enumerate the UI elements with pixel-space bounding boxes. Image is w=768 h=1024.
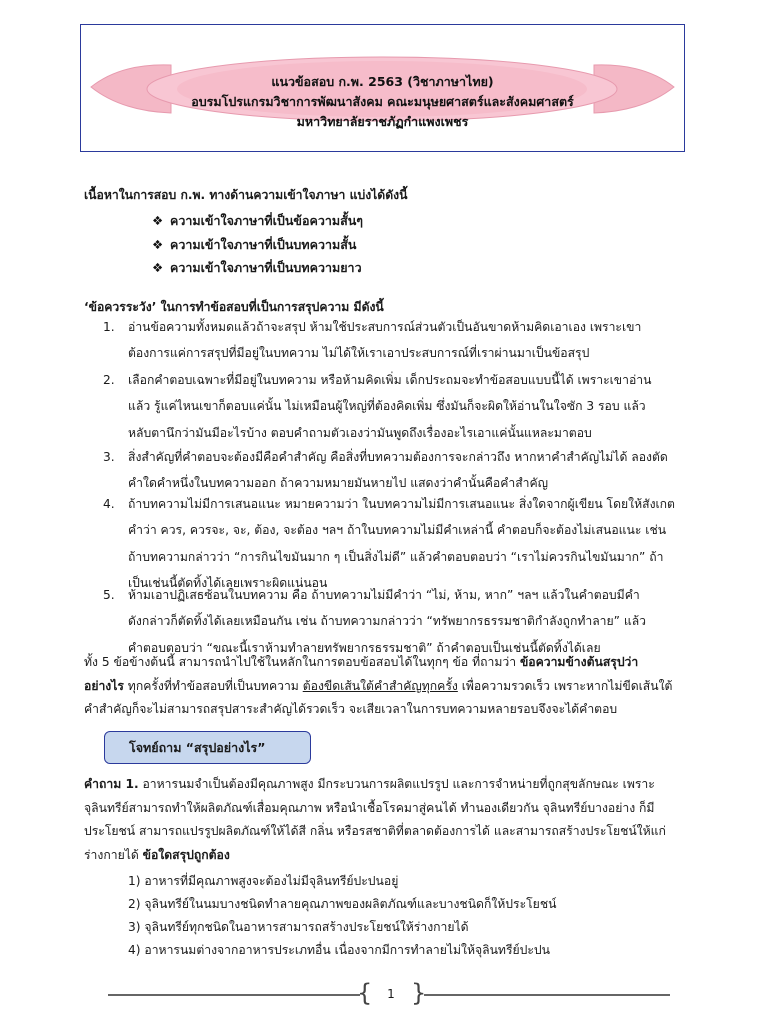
- question-1: [84, 773, 696, 867]
- header-line-1: แนวข้อสอบ ก.พ. 2563 (วิชาภาษาไทย): [271, 74, 494, 89]
- footer-divider-right: [424, 994, 670, 996]
- question-line: ประโยชน์ สามารถแปรรูปผลิตภัณฑ์ให้ได้สี กลิ่น หรือรสชาติที่ตลาดต้องการได้ และสามารถสร้างประโยชน์ให้แก่: [84, 824, 666, 838]
- summary-line: [84, 675, 696, 699]
- list-item-line: ดังกล่าวก็ตัดทิ้งได้เลยเหมือนกัน เช่น ถ้าบทความกล่าวว่า “ทรัพยากรธรรมชาติกำลังถูกทำลาย” แล้ว: [128, 614, 647, 629]
- question-line: [84, 844, 696, 868]
- answer-choice-3: 3) จุลินทรีย์ทุกชนิดในอาหารสามารถสร้างประโยชน์ให้ร่างกายได้: [128, 920, 469, 934]
- list-item-line: แล้ว รู้แค่ไหนเขาก็ตอบแค่นั้น ไม่เหมือนผู้ใหญ่ที่ต้องคิดเพิ่ม ซึ่งมันก็จะผิดให้อ่านในใจซัก 3 รอบ แล้ว: [128, 399, 646, 414]
- summary-emphasis: อย่างไร: [84, 678, 124, 693]
- list-item: [128, 314, 696, 367]
- caution-title: ‘ข้อควรระวัง’ ในการทำข้อสอบที่เป็นการสรุปความ มีดังนี้: [84, 300, 384, 314]
- summary-text: ทุกครั้งที่ทำข้อสอบที่เป็นบทความ: [123, 678, 303, 693]
- diamond-bullet-icon: ❖: [152, 237, 164, 252]
- list-item-line: คำใดคำหนึ่งในบทความออก ถ้าความหมายมันหายไป แสดงว่าคำนั้นคือคำสำคัญ: [128, 476, 549, 491]
- list-item-line: เลือกคำตอบเฉพาะที่มีอยู่ในบทความ หรือห้ามคิดเพิ่ม เด็กประถมจะทำข้อสอบแบบนี้ได้ เพราะเขาอ่าน: [128, 373, 652, 387]
- list-number: 5.: [103, 588, 115, 602]
- list-item: [128, 491, 696, 597]
- answer-choice-2: 2) จุลินทรีย์ในนมบางชนิดทำลายคุณภาพของผลิตภัณฑ์และบางชนิดก็ให้ประโยชน์: [128, 897, 557, 911]
- bullet-text: ความเข้าใจภาษาที่เป็นบทความยาว: [170, 260, 362, 275]
- list-item: [128, 444, 696, 497]
- footer-brace-left: {: [357, 979, 373, 1007]
- question-label: คำถาม 1.: [84, 777, 139, 791]
- question-text: อาหารนมจำเป็นต้องมีคุณภาพสูง มีกระบวนการผลิตแปรรูป และการจำหน่ายที่ถูกสุขลักษณะ เพราะ: [138, 777, 655, 791]
- list-number: 1.: [103, 320, 115, 334]
- list-number: 4.: [103, 497, 115, 511]
- question-line: [84, 773, 696, 797]
- diamond-bullet-icon: ❖: [152, 213, 164, 228]
- footer-brace-right: }: [411, 979, 427, 1007]
- list-number: 3.: [103, 450, 115, 464]
- list-item-line: อ่านข้อความทั้งหมดแล้วถ้าจะสรุป ห้ามใช้ประสบการณ์ส่วนตัวเป็นอันขาดห้ามคิดเอาเอง เพราะเขา: [128, 320, 642, 334]
- bullet-text: ความเข้าใจภาษาที่เป็นบทความสั้น: [170, 237, 357, 252]
- list-item-line: คำตอบตอบว่า “ขณะนี้เราห้ามทำลายทรัพยากรธรรมชาติ” ถ้าคำตอบเป็นเช่นนี้ตัดทิ้งได้เลย: [128, 640, 601, 655]
- bullet-item: [152, 211, 363, 231]
- content-intro: เนื้อหาในการสอบ ก.พ. ทางด้านความเข้าใจภาษา แบ่งได้ดังนี้: [84, 188, 408, 202]
- list-item-line: ถ้าบทความไม่มีการเสนอแนะ หมายความว่า ในบทความไม่มีการเสนอแนะ สิ่งใดจากผู้เขียน โดยให้สังเกต: [128, 497, 675, 511]
- list-item-line: คำว่า ควร, ควรจะ, จะ, ต้อง, จะต้อง ฯลฯ ถ้าในบทความไม่มีคำเหล่านี้ คำตอบก็จะต้องไม่เสนอแนะ เช่น: [128, 523, 667, 538]
- header-banner: [80, 24, 685, 152]
- question-text: ร่างกายได้: [84, 847, 143, 862]
- bullet-text: ความเข้าใจภาษาที่เป็นข้อความสั้นๆ: [170, 213, 363, 228]
- list-item-line: หลับตานึกว่ามันมีอะไรบ้าง ตอบคำถามตัวเองว่ามันพูดถึงเรื่องอะไรเอาแค่นั้นแหละมาตอบ: [128, 425, 592, 440]
- list-item-line: เป็นเช่นนี้ตัดทิ้งได้เลยเพราะผิดแน่นอน: [128, 576, 328, 591]
- bullet-item: [152, 258, 362, 278]
- summary-text: เพื่อความรวดเร็ว เพราะหากไม่ขีดเส้นใต้: [457, 678, 673, 693]
- summary-line: [84, 651, 696, 675]
- summary-paragraph: [84, 651, 696, 722]
- header-title: [81, 72, 684, 132]
- header-line-2: อบรมโปรแกรมวิชาการพัฒนาสังคม คณะมนุษยศาสตร์และสังคมศาสตร์: [191, 94, 574, 109]
- list-item-line: ต้องการแค่การสรุปที่มีอยู่ในบทความ ไม่ได้ให้เราเอาประสบการณ์ที่เราผ่านมาเป็นข้อสรุป: [128, 346, 590, 361]
- list-item-line: สิ่งสำคัญที่คำตอบจะต้องมีคือคำสำคัญ คือสิ่งที่บทความต้องการจะกล่าวถึง หากหาคำสำคัญไม่ได้ ลองตัด: [128, 450, 668, 464]
- summary-emphasis: ข้อความข้างต้นสรุปว่า: [519, 655, 639, 669]
- list-item: [128, 367, 696, 446]
- summary-underlined: ต้องขีดเส้นใต้คำสำคัญทุกครั้ง: [302, 678, 458, 693]
- footer-divider-left: [108, 994, 360, 996]
- list-item-line: ห้ามเอาปฏิเสธซ้อนในบทความ คือ ถ้าบทความไม่มีคำว่า “ไม่, ห้าม, หาก” ฯลฯ แล้วในคำตอบมีคำ: [128, 588, 640, 602]
- summary-text: ทั้ง 5 ข้อข้างต้นนี้ สามารถนำไปใช้ในหลักในการตอบข้อสอบได้ในทุกๆ ข้อ ที่ถามว่า: [84, 655, 520, 669]
- bullet-item: [152, 235, 356, 255]
- summary-line: คำสำคัญก็จะไม่สามารถสรุปสาระสำคัญได้รวดเร็ว จะเสียเวลาในการบทความหลายรอบจึงจะได้คำตอบ: [84, 702, 618, 716]
- answer-choice-1: 1) อาหารที่มีคุณภาพสูงจะต้องไม่มีจุลินทรีย์ปะปนอยู่: [128, 874, 399, 888]
- diamond-bullet-icon: ❖: [152, 260, 164, 275]
- question-prompt: ข้อใดสรุปถูกต้อง: [142, 847, 230, 862]
- question-heading-box: โจทย์ถาม “สรุปอย่างไร”: [104, 731, 311, 764]
- list-item: [128, 582, 696, 661]
- question-line: จุลินทรีย์สามารถทำให้ผลิตภัณฑ์เสื่อมคุณภาพ หรือนำเชื้อโรคมาสู่คนได้ ทำนองเดียวกัน จุลินทรีย์บางอย่าง ก็มี: [84, 800, 655, 815]
- answer-choice-4: 4) อาหารนมต่างจากอาหารประเภทอื่น เนื่องจากมีการทำลายไม่ให้จุลินทรีย์ปะปน: [128, 943, 551, 957]
- list-number: 2.: [103, 373, 115, 387]
- header-line-3: มหาวิทยาลัยราชภัฏกำแพงเพชร: [296, 114, 469, 129]
- list-item-line: ถ้าบทความกล่าวว่า “การกินไขมันมาก ๆ เป็นสิ่งไม่ดี” แล้วคำตอบตอบว่า “เราไม่ควรกินไขมันมาก” ถ้า: [128, 549, 664, 564]
- page-number: 1: [387, 987, 395, 1001]
